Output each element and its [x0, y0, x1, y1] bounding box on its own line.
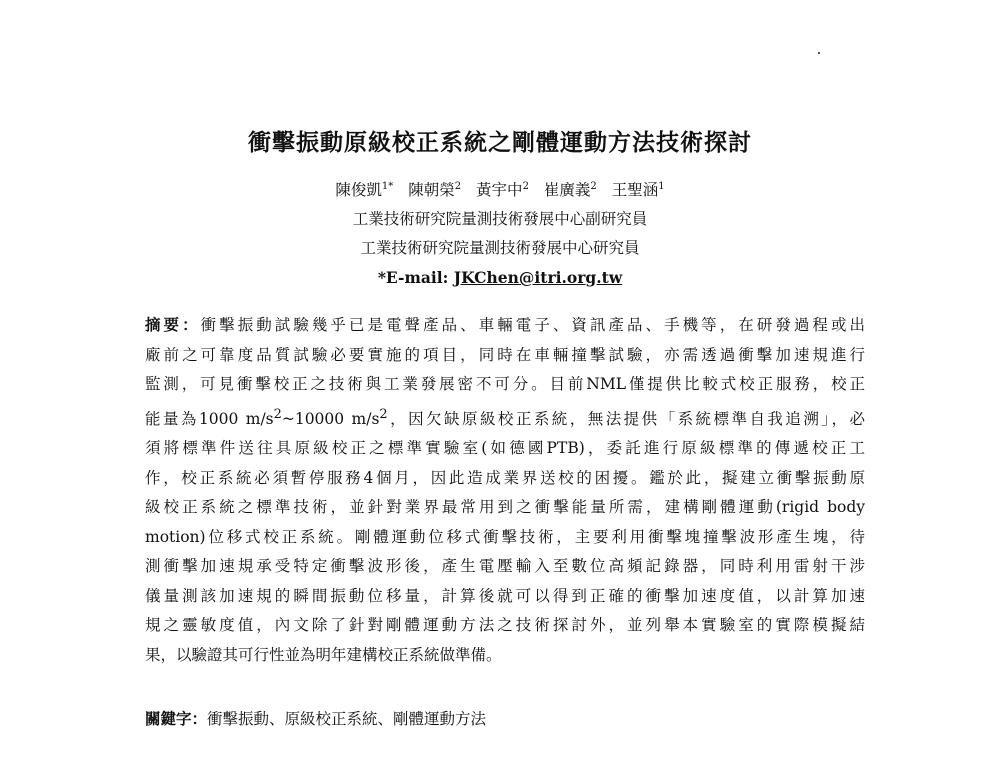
- author-name: 陳俊凱: [335, 181, 382, 199]
- author-mark: 1*: [381, 181, 394, 192]
- abstract-line: 能量為1000 $m/s^2\sim 10000$ $m/s^2$，因欠缺原級校正系統，無法提供「系統標準自我追溯」，必: [145, 406, 865, 428]
- author-name: 黃宇中: [476, 181, 523, 199]
- paper-header: [0, 172, 1000, 293]
- keywords-text: 衝擊振動、原級校正系統、剛體運動方法: [207, 710, 487, 728]
- author: [612, 181, 665, 199]
- paper-title: 衝擊振動原級校正系統之剛體運動方法技術探討: [248, 130, 752, 156]
- author-mark: 1: [658, 181, 665, 192]
- author-mark: 2: [454, 181, 462, 192]
- abstract-line: 級校正系統之標準技術，並針對業界最常用到之衝擊能量所需，建構剛體運動(rigid body: [145, 498, 865, 517]
- author-name: 王聖涵: [611, 181, 659, 199]
- abstract-line: 果，以驗證其可行性並為明年建構校正系統做準備。: [145, 645, 502, 664]
- abstract-line: 須將標準件送往具原級校正之標準實驗室(如德國PTB)，委託進行原級標準的傳遞校正工: [145, 439, 865, 458]
- author-name: 崔廣義: [543, 181, 591, 199]
- abstract-line: 測衝擊加速規承受特定衝擊波形後，產生電壓輸入至數位高頻記錄器，同時利用雷射干涉: [145, 557, 865, 576]
- abstract-label: 摘要：: [145, 315, 201, 334]
- abstract-line: 儀量測該加速規的瞬間振動位移量，計算後就可以得到正確的衝擊加速度值，以計算加速: [145, 586, 865, 605]
- author-name: 陳朝榮: [408, 181, 455, 199]
- keywords: [145, 704, 865, 734]
- author-mark: 2: [590, 181, 597, 192]
- abstract: [145, 310, 865, 670]
- abstract-line: 規之靈敏度值，內文除了針對剛體運動方法之技術探討外，並列舉本實驗室的實際模擬結: [145, 616, 865, 635]
- author-list: [0, 172, 1000, 205]
- email-link[interactable]: JKChen@itri.org.tw: [453, 268, 623, 287]
- abstract-line: motion)位移式校正系統。剛體運動位移式衝擊技術，主要利用衝擊塊撞擊波形產生塊，待: [145, 527, 865, 546]
- affiliation: 工業技術研究院量測技術發展中心研究員: [360, 239, 640, 257]
- author: [544, 181, 597, 199]
- author: [408, 181, 461, 199]
- author: [476, 181, 529, 199]
- email-label: *E-mail:: [377, 268, 454, 287]
- author: [335, 181, 393, 199]
- affiliation: 工業技術研究院量測技術發展中心副研究員: [352, 210, 648, 228]
- scan-speck: [818, 52, 820, 54]
- abstract-line: 監測，可見衝擊校正之技術與工業發展密不可分。目前NML僅提供比較式校正服務，校正: [145, 375, 865, 393]
- abstract-line: 廠前之可靠度品質試驗必要實施的項目，同時在車輛撞擊試驗，亦需透過衝擊加速規進行: [145, 345, 865, 364]
- email-line: [0, 263, 1000, 293]
- author-mark: 2: [522, 181, 529, 192]
- keywords-label: 關鍵字：: [145, 709, 208, 728]
- abstract-line: 作，校正系統必須暫停服務4個月，因此造成業界送校的困擾。鑑於此，擬建立衝擊振動原: [145, 468, 865, 487]
- abstract-line: 摘要：衝擊振動試驗幾乎已是電聲產品、車輛電子、資訊產品、手機等，在研發過程或出: [145, 315, 865, 334]
